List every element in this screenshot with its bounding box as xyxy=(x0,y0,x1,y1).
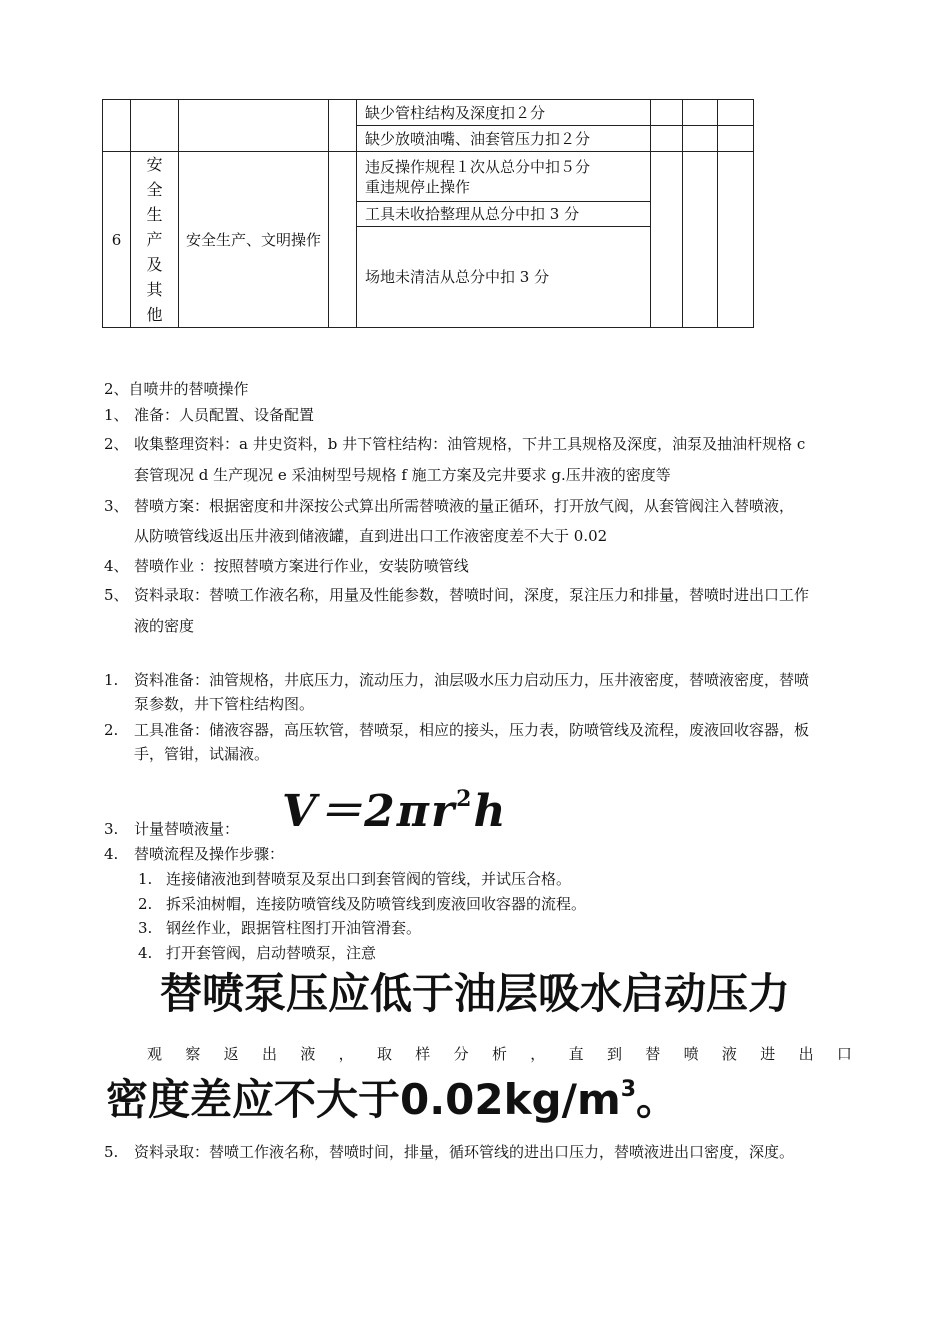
step-num: 4. xyxy=(138,944,153,962)
table-cell-empty xyxy=(103,100,131,152)
score-cell xyxy=(651,100,683,126)
score-cell xyxy=(651,152,683,328)
step-num: 3. xyxy=(138,919,153,937)
category-cell xyxy=(131,152,179,328)
table-cell-empty xyxy=(131,100,179,152)
list-item-num: 1、 xyxy=(104,406,129,424)
section-heading: 2、自喷井的替喷操作 xyxy=(104,380,249,398)
row-number: 6 xyxy=(103,152,131,328)
list-item-text: 准备：人员配置、设备配置 xyxy=(134,406,315,424)
category-text: 安 全 生 产 及 其 他 xyxy=(146,155,163,324)
table-cell-empty xyxy=(179,100,329,152)
score-cell xyxy=(683,152,718,328)
volume-formula: $V=2\pi r^2h$ xyxy=(282,786,508,837)
deduction-item: 缺少放喷油嘴、油套管压力扣２分 xyxy=(357,126,651,152)
list-item-text: 替喷方案：根据密度和井深按公式算出所需替喷液的量正循环，打开放气阀，从套管阀注入替喷液， xyxy=(134,497,795,515)
step-text: 连接储液池到替喷泵及泵出口到套管阀的管线，并试压合格。 xyxy=(166,870,572,888)
step-text: 拆采油树帽，连接防喷管线及防喷管线到废液回收容器的流程。 xyxy=(166,895,587,913)
step-text: 钢丝作业，跟据管柱图打开油管滑套。 xyxy=(166,919,422,937)
list-item-num: 5、 xyxy=(104,586,129,604)
list-item-num: 2、 xyxy=(104,435,129,453)
list-item-num: 1. xyxy=(104,671,119,689)
list-item-text: 套管现况 d 生产现况 e 采油树型号规格 f 施工方案及完井要求 g.压井液的密度等 xyxy=(134,466,671,484)
list-item-text: 泵参数，井下管柱结构图。 xyxy=(134,695,315,713)
content-cell: 安全生产、文明操作 xyxy=(179,152,329,328)
score-cell xyxy=(651,126,683,152)
list-item-text: 液的密度 xyxy=(134,617,195,635)
deduction-item: 场地未清洁从总分中扣 3 分 xyxy=(357,227,651,328)
score-cell xyxy=(718,100,754,126)
deduction-item: 工具未收拾整理从总分中扣 3 分 xyxy=(357,202,651,227)
list-item-text: 计量替喷液量： xyxy=(134,820,240,838)
scoring-table xyxy=(102,99,754,328)
list-item-text: 工具准备：储液容器，高压软管，替喷泵，相应的接头，压力表，防喷管线及流程，废液回收容器，板 xyxy=(134,721,810,739)
list-item-text: 资料录取：替喷工作液名称，替喷时间，排量，循环管线的进出口压力，替喷液进出口密度，深度。 xyxy=(134,1143,795,1161)
step-num: 2. xyxy=(138,895,153,913)
emphasis-pressure: 替喷泵压应低于油层吸水启动压力 xyxy=(160,969,791,1018)
list-item-text: 替喷流程及操作步骤： xyxy=(134,845,285,863)
list-item-num: 3. xyxy=(104,820,119,838)
deduction-item: 缺少管柱结构及深度扣２分 xyxy=(357,100,651,126)
list-item-text: 从防喷管线返出压井液到储液罐，直到进出口工作液密度差不大于 0.02 xyxy=(134,527,608,545)
emphasis-density: 密度差应不大于$0.02kg/m^3$。 xyxy=(106,1075,679,1124)
score-cell xyxy=(718,126,754,152)
list-item-text: 替喷作业 ：按照替喷方案进行作业，安装防喷管线 xyxy=(134,557,469,575)
step-text: 打开套管阀，启动替喷泵，注意 xyxy=(166,944,377,962)
score-cell xyxy=(718,152,754,328)
table-cell-empty xyxy=(329,100,357,152)
list-item-num: 2. xyxy=(104,721,119,739)
list-item-num: 4、 xyxy=(104,557,129,575)
list-item-text: 收集整理资料：a 井史资料，b 井下管柱结构：油管规格，下井工具规格及深度，油泵及抽油杆规格 c xyxy=(134,435,806,453)
deduction-item: 违反操作规程１次从总分中扣５分 重违规停止操作 xyxy=(357,152,651,202)
list-item-num: 4. xyxy=(104,845,119,863)
spaced-text-line: 观 察 返 出 液 ， 取 样 分 析 ， 直 到 替 喷 液 进 出 口 xyxy=(147,1045,852,1063)
list-item-text: 资料录取：替喷工作液名称，用量及性能参数，替喷时间，深度，泵注压力和排量，替喷时进出口工作 xyxy=(134,586,810,604)
list-item-text: 资料准备：油管规格，井底压力，流动压力，油层吸水压力启动压力，压井液密度，替喷液密度，替喷 xyxy=(134,671,810,689)
score-cell xyxy=(683,126,718,152)
list-item-text: 手，管钳，试漏液。 xyxy=(134,745,270,763)
step-num: 1. xyxy=(138,870,153,888)
list-item-num: 3、 xyxy=(104,497,129,515)
score-cell xyxy=(683,100,718,126)
list-item-num: 5. xyxy=(104,1143,119,1161)
table-cell-empty xyxy=(329,152,357,328)
